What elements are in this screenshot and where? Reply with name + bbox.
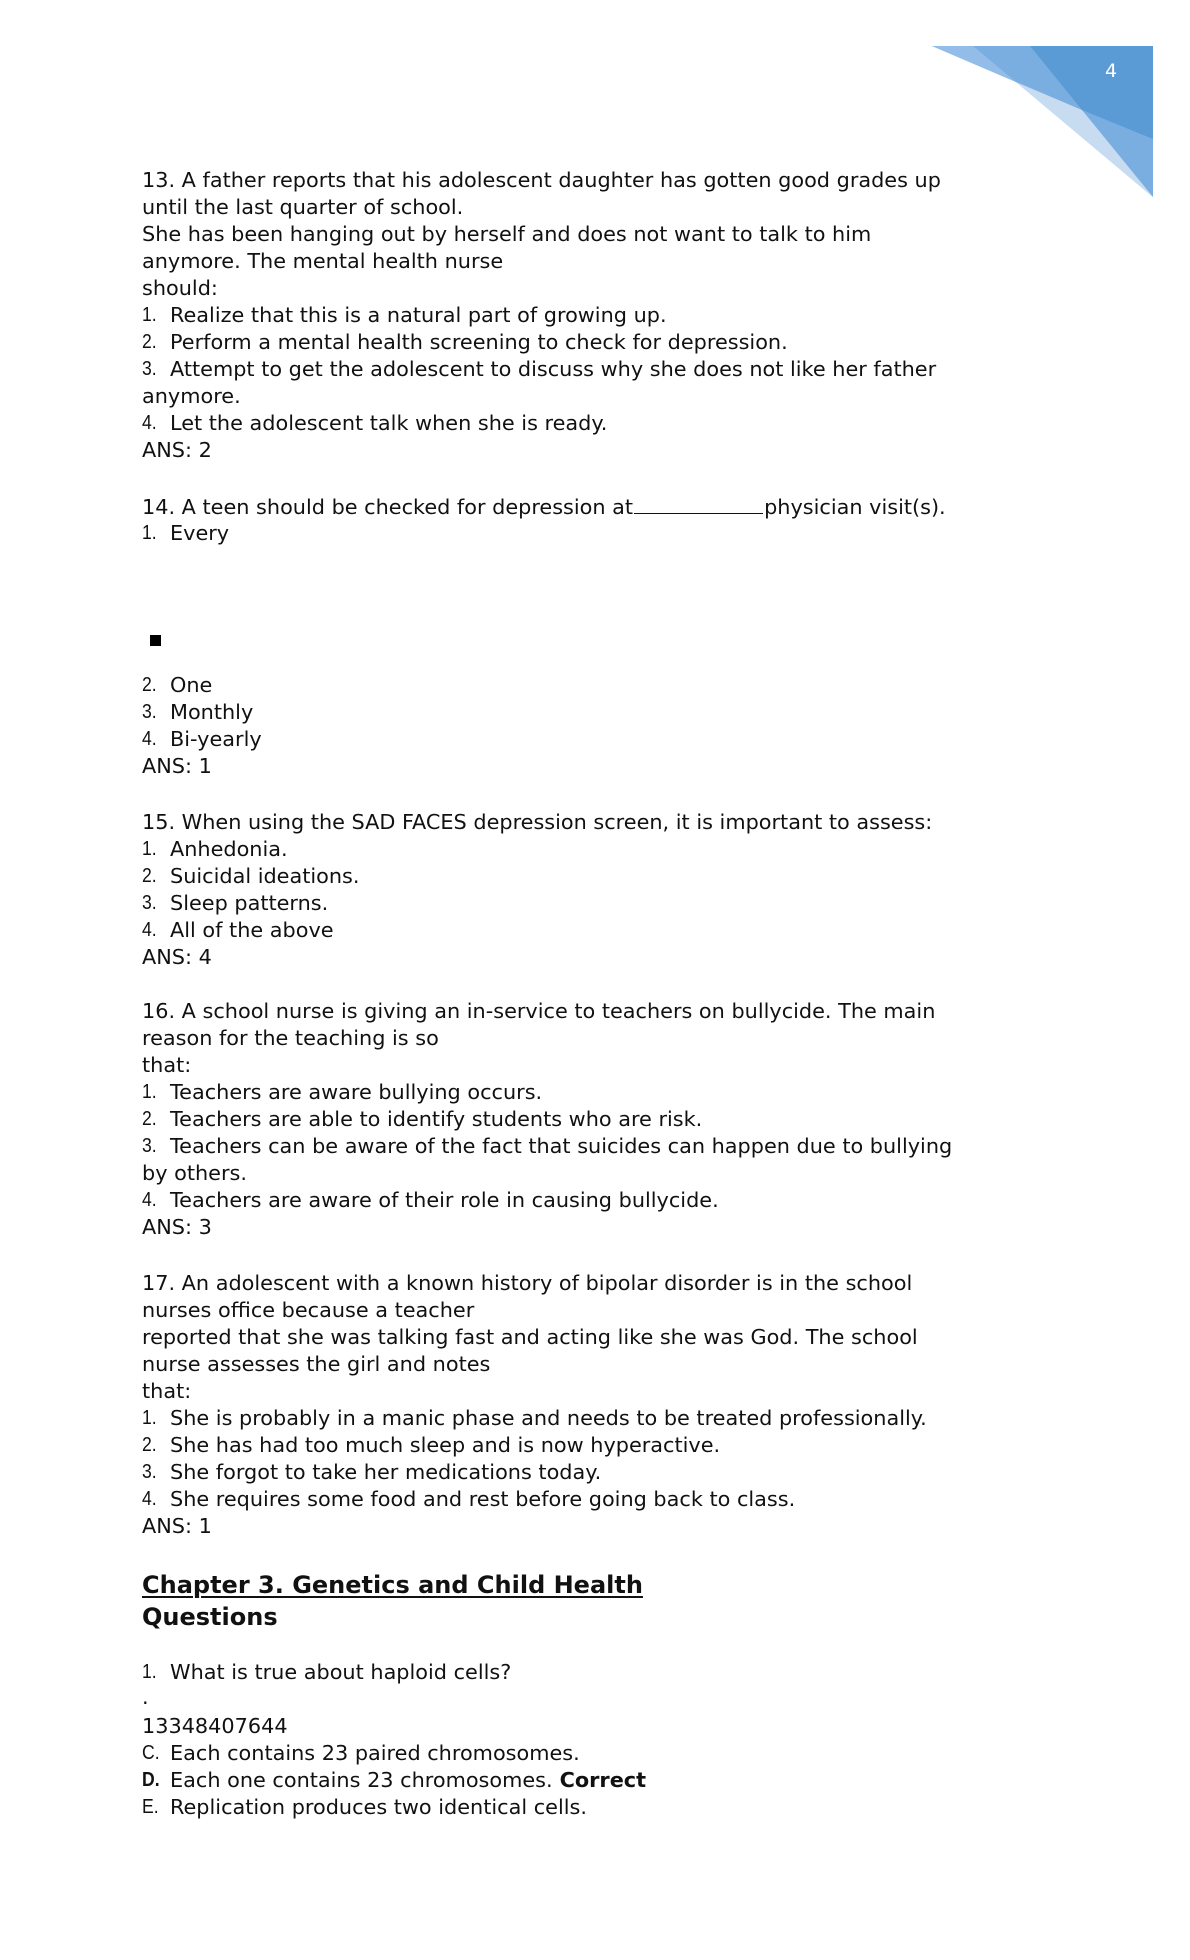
option-marker: 1. bbox=[142, 837, 157, 860]
option-marker: 4. bbox=[142, 1189, 157, 1212]
answer-option bbox=[142, 726, 1062, 753]
answer-option bbox=[142, 1740, 1062, 1767]
answer-key: ANS: 3 bbox=[142, 1215, 212, 1240]
answer-option bbox=[142, 1079, 1062, 1106]
answer-key: ANS: 1 bbox=[142, 1514, 212, 1539]
option-text: Monthly bbox=[170, 699, 254, 724]
answer-option bbox=[142, 1405, 1062, 1432]
option-marker: 4. bbox=[142, 412, 157, 435]
answer-option bbox=[142, 1486, 1062, 1513]
option-marker: 1. bbox=[142, 1080, 157, 1103]
option-marker: C. bbox=[142, 1741, 160, 1764]
option-marker: 4. bbox=[142, 1488, 157, 1511]
option-text: Teachers are aware of their role in causing bullycide. bbox=[170, 1188, 719, 1213]
option-marker: 1. bbox=[142, 521, 157, 544]
question-stem-line: 17. An adolescent with a known history of bipolar disorder is in the school bbox=[142, 1270, 913, 1295]
option-text: Teachers are able to identify students who are risk. bbox=[170, 1106, 703, 1131]
question-stem-line: nurse assesses the girl and notes bbox=[142, 1351, 491, 1376]
fill-in-blank bbox=[634, 493, 763, 514]
answer-option bbox=[142, 917, 1062, 944]
question-stem-line bbox=[142, 493, 1062, 520]
question-text: What is true about haploid cells? bbox=[170, 1659, 512, 1684]
option-marker: 2. bbox=[142, 673, 157, 696]
option-text: She has had too much sleep and is now hyperactive. bbox=[170, 1433, 721, 1458]
question-13 bbox=[142, 167, 1062, 465]
option-marker: 4. bbox=[142, 727, 157, 750]
question-14-options-cont bbox=[142, 672, 1062, 780]
option-marker: E. bbox=[142, 1795, 159, 1818]
question-stem-line: until the last quarter of school. bbox=[142, 194, 464, 219]
page-number: 4 bbox=[1104, 60, 1118, 82]
option-text: Teachers can be aware of the fact that suicides can happen due to bullying bbox=[170, 1133, 953, 1158]
chapter-heading bbox=[142, 1569, 643, 1633]
option-text: Every bbox=[170, 520, 230, 545]
answer-option bbox=[142, 520, 1062, 547]
question-marker: 1. bbox=[142, 1660, 157, 1683]
option-marker: 1. bbox=[142, 1406, 157, 1429]
question-17 bbox=[142, 1270, 1062, 1541]
question-stem-line: that: bbox=[142, 1378, 192, 1403]
correct-flag: Correct bbox=[559, 1767, 647, 1792]
question-15 bbox=[142, 809, 1062, 972]
question-stem-line bbox=[142, 1659, 1062, 1686]
option-text: Each one contains 23 chromosomes. bbox=[170, 1767, 553, 1792]
answer-key: ANS: 2 bbox=[142, 438, 212, 463]
answer-option bbox=[142, 1106, 1062, 1133]
answer-key: ANS: 1 bbox=[142, 753, 212, 778]
option-text: She requires some food and rest before going back to class. bbox=[170, 1487, 796, 1512]
option-continuation: by others. bbox=[142, 1161, 247, 1186]
chapter-heading-line: Questions bbox=[142, 1603, 278, 1631]
answer-option bbox=[142, 1459, 1062, 1486]
option-text: Sleep patterns. bbox=[170, 890, 329, 915]
option-text: Realize that this is a natural part of growing up. bbox=[170, 302, 667, 327]
answer-option bbox=[142, 890, 1062, 917]
chapter3-question-1 bbox=[142, 1659, 1062, 1822]
option-text: Attempt to get the adolescent to discuss why she does not like her father bbox=[170, 357, 937, 382]
stray-dot: . bbox=[142, 1684, 149, 1709]
answer-option bbox=[142, 1794, 1062, 1821]
question-stem-line: should: bbox=[142, 275, 218, 300]
option-text: Perform a mental health screening to check for depression. bbox=[170, 330, 788, 355]
answer-option bbox=[142, 1432, 1062, 1459]
answer-option bbox=[142, 672, 1062, 699]
question-stem-line: 16. A school nurse is giving an in-service to teachers on bullycide. The main bbox=[142, 998, 936, 1023]
option-text: All of the above bbox=[170, 917, 334, 942]
option-text: Teachers are aware bullying occurs. bbox=[170, 1079, 543, 1104]
option-text: She forgot to take her medications today. bbox=[170, 1460, 602, 1485]
answer-option bbox=[142, 836, 1062, 863]
option-text: Suicidal ideations. bbox=[170, 863, 360, 888]
option-text: Let the adolescent talk when she is ready. bbox=[170, 411, 608, 436]
answer-option bbox=[142, 356, 1062, 383]
answer-option bbox=[142, 329, 1062, 356]
option-marker: 2. bbox=[142, 331, 157, 354]
question-stem-line: reason for the teaching is so bbox=[142, 1025, 439, 1050]
option-marker: 3. bbox=[142, 700, 157, 723]
option-text: One bbox=[170, 672, 213, 697]
option-marker: 4. bbox=[142, 918, 157, 941]
stem-before-blank: 14. A teen should be checked for depression at bbox=[142, 494, 634, 519]
question-16 bbox=[142, 998, 1062, 1242]
code-number: 13348407644 bbox=[142, 1713, 288, 1738]
question-stem-line: nurses office because a teacher bbox=[142, 1297, 475, 1322]
question-14 bbox=[142, 493, 1062, 547]
option-marker: 2. bbox=[142, 864, 157, 887]
question-stem-line: that: bbox=[142, 1052, 192, 1077]
option-marker: 2. bbox=[142, 1107, 157, 1130]
option-marker: 3. bbox=[142, 1461, 157, 1484]
option-marker: 3. bbox=[142, 891, 157, 914]
option-text: Each contains 23 paired chromosomes. bbox=[170, 1740, 580, 1765]
answer-option bbox=[142, 1187, 1062, 1214]
question-stem-line: 15. When using the SAD FACES depression screen, it is important to assess: bbox=[142, 809, 933, 834]
question-stem-line: She has been hanging out by herself and does not want to talk to him bbox=[142, 221, 872, 246]
option-continuation: anymore. bbox=[142, 384, 241, 409]
option-text: She is probably in a manic phase and needs to be treated professionally. bbox=[170, 1405, 927, 1430]
question-stem-line: 13. A father reports that his adolescent daughter has gotten good grades up bbox=[142, 167, 941, 192]
question-stem-line: reported that she was talking fast and acting like she was God. The school bbox=[142, 1324, 918, 1349]
option-text: Replication produces two identical cells. bbox=[170, 1794, 587, 1819]
option-marker: 1. bbox=[142, 303, 157, 326]
stem-after-blank: physician visit(s). bbox=[764, 494, 946, 519]
option-marker: 2. bbox=[142, 1434, 157, 1457]
option-marker: D. bbox=[142, 1768, 160, 1791]
answer-option bbox=[142, 863, 1062, 890]
square-bullet-icon bbox=[150, 635, 161, 646]
answer-option bbox=[142, 1767, 1062, 1794]
option-text: Anhedonia. bbox=[170, 836, 288, 861]
answer-option bbox=[142, 1133, 1062, 1160]
option-marker: 3. bbox=[142, 358, 157, 381]
answer-option bbox=[142, 699, 1062, 726]
option-text: Bi-yearly bbox=[170, 726, 262, 751]
answer-option bbox=[142, 302, 1062, 329]
question-stem-line: anymore. The mental health nurse bbox=[142, 248, 504, 273]
chapter-heading-line: Chapter 3. Genetics and Child Health bbox=[142, 1571, 643, 1599]
option-marker: 3. bbox=[142, 1134, 157, 1157]
answer-key: ANS: 4 bbox=[142, 944, 212, 969]
answer-option bbox=[142, 410, 1062, 437]
